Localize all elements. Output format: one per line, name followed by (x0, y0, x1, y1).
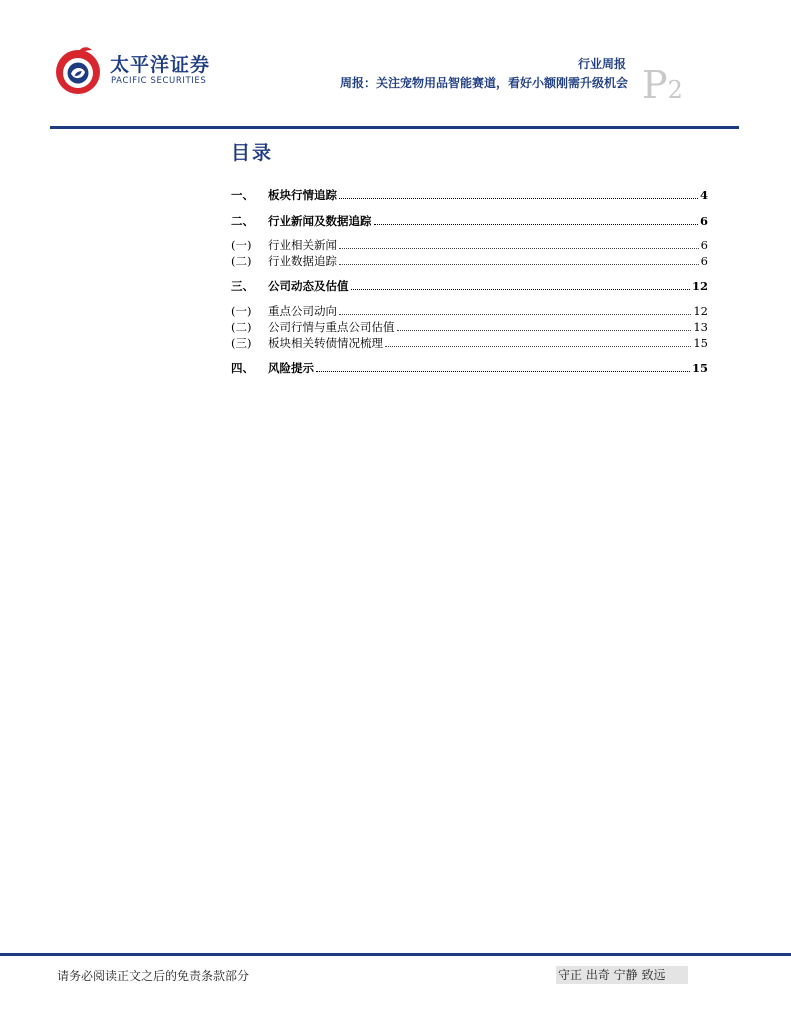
toc-subentry[interactable] (231, 302, 708, 318)
toc-leader-dots (339, 198, 698, 199)
toc-subentry[interactable] (231, 252, 708, 268)
toc-entry-page: 6 (700, 254, 708, 268)
toc-entry-label: 板块行情追踪 (268, 188, 337, 202)
footer-motto: 守正 出奇 宁静 致远 (556, 966, 688, 984)
toc-entry-number: (三) (231, 336, 252, 350)
toc-entry-page: 4 (699, 188, 708, 202)
toc-entry[interactable] (231, 277, 708, 293)
toc-entry[interactable] (231, 212, 708, 228)
toc-entry[interactable] (231, 359, 708, 375)
toc-leader-dots (385, 346, 691, 347)
toc-entry-label: 行业数据追踪 (268, 254, 337, 268)
toc-entry-page: 15 (691, 361, 708, 375)
toc-entry-number: 四、 (231, 361, 254, 375)
toc-entry-page: 15 (693, 336, 708, 350)
toc-entry-number: 二、 (231, 214, 254, 228)
page-number (642, 63, 683, 107)
toc-entry-label: 风险提示 (268, 361, 314, 375)
toc-leader-dots (351, 289, 690, 290)
toc-entry[interactable] (231, 186, 708, 202)
toc-subentry[interactable] (231, 236, 708, 252)
report-type: 行业周报 (577, 57, 626, 71)
footer-divider (0, 953, 791, 956)
report-title: 周报：关注宠物用品智能赛道，看好小额刚需升级机会 (339, 76, 628, 90)
toc-leader-dots (339, 264, 699, 265)
toc-entry-label: 重点公司动向 (268, 304, 337, 318)
toc-subentry[interactable] (231, 318, 708, 334)
toc-entry-number: 三、 (231, 279, 254, 293)
page-letter: P (642, 63, 668, 107)
page-number-digit: 2 (667, 76, 683, 104)
header-divider (50, 126, 739, 129)
toc-entry-label: 公司动态及估值 (268, 279, 349, 293)
toc-leader-dots (316, 371, 690, 372)
toc-subentry[interactable] (231, 334, 708, 350)
toc-entry-label: 行业相关新闻 (268, 238, 337, 252)
toc-entry-number: 一、 (231, 188, 254, 202)
toc-entry-page: 13 (693, 320, 708, 334)
toc-leader-dots (397, 330, 692, 331)
toc-entry-page: 12 (691, 279, 708, 293)
footer-disclaimer: 请务必阅读正文之后的免责条款部分 (57, 969, 250, 983)
toc-entry-number: (二) (231, 254, 252, 268)
pacific-securities-logo-icon (52, 44, 106, 96)
logo-english-name: PACIFIC SECURITIES (111, 76, 207, 86)
toc-title: 目录 (231, 142, 274, 164)
toc-leader-dots (339, 248, 699, 249)
toc-entry-page: 6 (700, 238, 708, 252)
toc-entry-label: 行业新闻及数据追踪 (268, 214, 372, 228)
toc-leader-dots (374, 224, 698, 225)
toc-leader-dots (339, 314, 691, 315)
toc-entry-page: 12 (693, 304, 708, 318)
toc-entry-number: (二) (231, 320, 252, 334)
company-logo (52, 44, 212, 96)
toc-entry-number: (一) (231, 238, 252, 252)
toc-entry-page: 6 (699, 214, 708, 228)
toc-entry-number: (一) (231, 304, 252, 318)
toc-entry-label: 板块相关转债情况梳理 (268, 336, 383, 350)
toc-entry-label: 公司行情与重点公司估值 (268, 320, 395, 334)
logo-chinese-name: 太平洋证券 (110, 54, 211, 76)
